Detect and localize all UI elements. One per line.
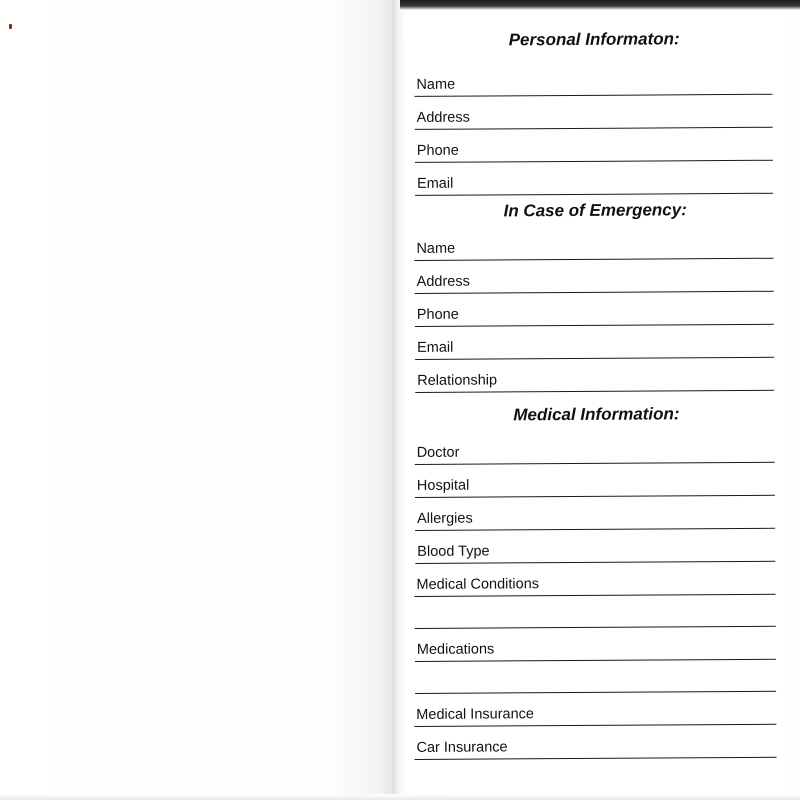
personal-name-label: Name — [416, 76, 456, 93]
emergency-phone-field[interactable] — [415, 292, 774, 327]
emergency-relationship-label: Relationship — [417, 372, 498, 389]
paper-speck — [9, 24, 12, 29]
personal-information-heading: Personal Informaton: — [508, 29, 680, 50]
emergency-name-field[interactable] — [414, 226, 773, 261]
car-insurance-label: Car Insurance — [416, 739, 508, 756]
personal-phone-field[interactable] — [415, 128, 773, 163]
emergency-email-label: Email — [416, 339, 454, 356]
right-form-page — [404, 12, 789, 794]
personal-email-label: Email — [416, 175, 454, 192]
hospital-label: Hospital — [416, 477, 470, 494]
emergency-relationship-field[interactable] — [415, 358, 774, 393]
medications-label: Medications — [416, 641, 495, 658]
allergies-field[interactable] — [415, 496, 775, 531]
page-bottom-edge — [0, 794, 800, 800]
left-blank-page — [0, 0, 392, 800]
medications-field[interactable] — [415, 627, 776, 662]
doctor-label: Doctor — [416, 444, 460, 461]
emergency-address-label: Address — [416, 273, 470, 290]
medical-insurance-label: Medical Insurance — [416, 706, 535, 723]
emergency-phone-label: Phone — [416, 306, 459, 323]
medical-conditions-field[interactable] — [414, 562, 775, 597]
medical-information-heading: Medical Information: — [513, 404, 680, 425]
blood-type-field[interactable] — [415, 529, 775, 564]
medical-insurance-field[interactable] — [414, 692, 776, 727]
personal-address-label: Address — [416, 109, 470, 126]
personal-email-field[interactable] — [415, 161, 773, 196]
blood-type-label: Blood Type — [417, 543, 490, 560]
hospital-field[interactable] — [415, 463, 775, 498]
medications-extra-line[interactable] — [415, 659, 776, 694]
emergency-contact-heading: In Case of Emergency: — [503, 200, 687, 221]
medical-conditions-label: Medical Conditions — [416, 576, 540, 593]
page-top-edge — [400, 0, 800, 10]
personal-name-field[interactable] — [414, 62, 772, 97]
personal-phone-label: Phone — [416, 142, 459, 159]
emergency-address-field[interactable] — [415, 259, 774, 294]
emergency-name-label: Name — [416, 240, 456, 257]
doctor-field[interactable] — [415, 430, 775, 465]
allergies-label: Allergies — [417, 510, 473, 527]
car-insurance-field[interactable] — [414, 725, 776, 760]
medical-conditions-extra-line[interactable] — [415, 594, 776, 629]
emergency-email-field[interactable] — [415, 325, 774, 360]
personal-address-field[interactable] — [415, 95, 773, 130]
